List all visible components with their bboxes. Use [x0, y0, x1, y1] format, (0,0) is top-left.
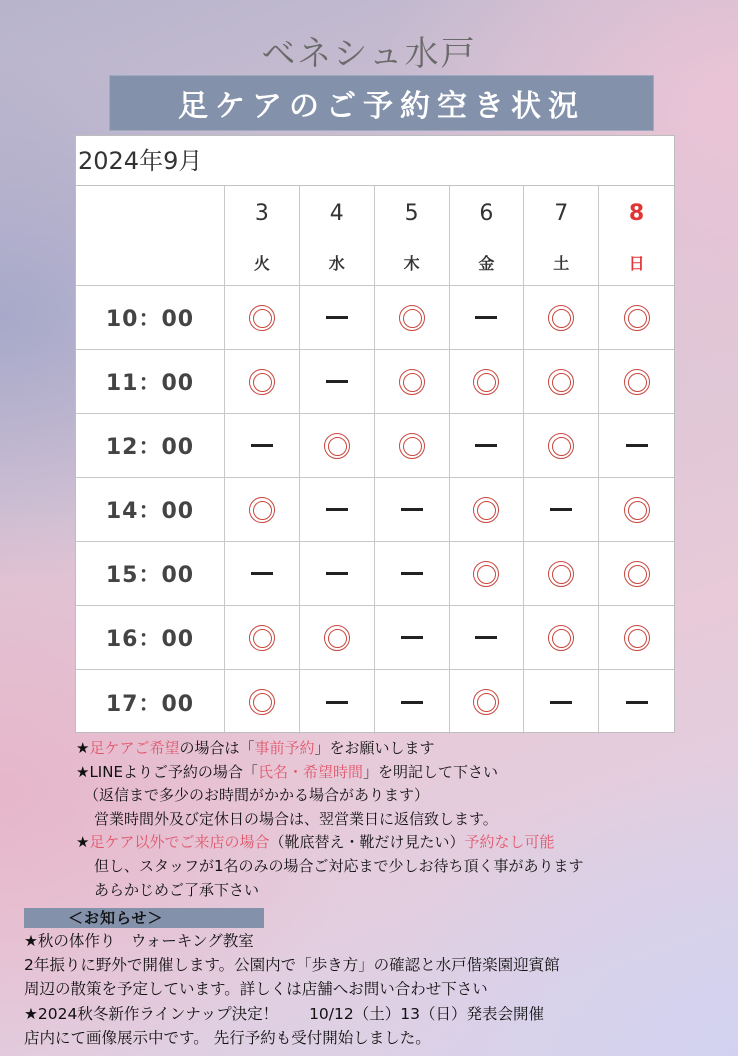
available-mark [324, 625, 350, 651]
time-slot-cell [76, 414, 225, 478]
available-mark [548, 305, 574, 331]
unavailable-mark [475, 444, 497, 447]
time-label: 10：00 [105, 307, 195, 332]
time-label: 11：00 [105, 371, 195, 396]
unavailable-mark [326, 508, 348, 511]
available-mark [249, 497, 275, 523]
unavailable-mark [401, 508, 423, 511]
availability-cell [225, 670, 300, 734]
availability-cell [225, 542, 300, 606]
time-label: 12：00 [105, 435, 195, 460]
availability-cell [524, 350, 599, 414]
availability-cell [450, 350, 525, 414]
availability-cell [524, 606, 599, 670]
store-name: ベネシュ水戸 [261, 34, 477, 74]
available-mark [548, 561, 574, 587]
weekday-cell [300, 240, 375, 286]
day-number: 6 [479, 200, 494, 226]
available-mark [249, 305, 275, 331]
note-highlight: 氏名・希望時間 [257, 762, 363, 781]
day-number-cell [524, 186, 599, 240]
available-mark [473, 369, 499, 395]
available-mark [624, 497, 650, 523]
available-mark [249, 689, 275, 715]
unavailable-mark [326, 701, 348, 704]
note-line [76, 761, 726, 785]
available-mark [249, 369, 275, 395]
day-number-cell [300, 186, 375, 240]
note-highlight: 足ケアご希望 [89, 739, 180, 757]
news-section [24, 929, 724, 1050]
weekday-label: 火 [253, 254, 270, 273]
available-mark [399, 369, 425, 395]
availability-cell [599, 606, 674, 670]
available-mark [324, 433, 350, 459]
unavailable-mark [475, 316, 497, 319]
news-heading: ＜お知らせ＞ [24, 908, 264, 928]
unavailable-mark [251, 444, 273, 447]
time-slot-cell [76, 542, 225, 606]
weekday-cell [524, 240, 599, 286]
available-mark [624, 561, 650, 587]
time-slot-cell [76, 670, 225, 734]
note-line: （返信まで多少のお時間がかかる場合があります） [84, 786, 430, 805]
availability-cell [300, 606, 375, 670]
day-number-cell [375, 186, 450, 240]
month-label: 2024年9月 [76, 136, 674, 186]
availability-cell [524, 670, 599, 734]
day-number: 4 [329, 200, 344, 226]
unavailable-mark [326, 380, 348, 383]
availability-cell [599, 542, 674, 606]
time-slot-cell [76, 606, 225, 670]
notes [76, 737, 726, 902]
star-mark: ★ [76, 739, 90, 757]
unavailable-mark [626, 701, 648, 704]
page-title-banner: 足ケアのご予約空き状況 [109, 75, 654, 131]
news-line: ★秋の体作り ウォーキング教室 [24, 932, 254, 950]
note-text: （靴底替え・靴だけ見たい） [269, 833, 465, 852]
note-line [76, 737, 726, 761]
note-line [76, 831, 726, 855]
availability-cell [599, 670, 674, 734]
time-slot-cell [76, 478, 225, 542]
star-mark: ★ [76, 833, 90, 852]
availability-cell [450, 606, 525, 670]
time-slot-cell [76, 286, 225, 350]
available-mark [624, 369, 650, 395]
unavailable-mark [550, 701, 572, 704]
availability-cell [450, 478, 525, 542]
unavailable-mark [326, 572, 348, 575]
availability-cell [225, 286, 300, 350]
unavailable-mark [626, 444, 648, 447]
availability-cell [225, 414, 300, 478]
available-mark [624, 625, 650, 651]
availability-cell [300, 414, 375, 478]
grid-corner [76, 186, 225, 286]
availability-cell [375, 350, 450, 414]
availability-cell [300, 286, 375, 350]
note-highlight: 足ケア以外でご来店の場合 [89, 833, 270, 852]
availability-cell [300, 670, 375, 734]
available-mark [548, 625, 574, 651]
availability-cell [524, 478, 599, 542]
note-text: 」をお願いします [314, 739, 435, 757]
time-label: 15：00 [105, 563, 195, 588]
availability-cell [599, 350, 674, 414]
availability-cell [300, 350, 375, 414]
available-mark [473, 561, 499, 587]
weekday-label: 木 [403, 254, 420, 273]
availability-cell [599, 478, 674, 542]
available-mark [249, 625, 275, 651]
day-number: 8 [628, 200, 645, 226]
availability-cell [524, 286, 599, 350]
availability-cell [450, 542, 525, 606]
availability-grid [76, 186, 674, 732]
day-number-cell [225, 186, 300, 240]
availability-cell [450, 286, 525, 350]
weekday-cell [599, 240, 674, 286]
note-text: 」を明記して下さい [362, 762, 498, 781]
weekday-cell [225, 240, 300, 286]
availability-cell [599, 414, 674, 478]
availability-cell [450, 670, 525, 734]
available-mark [548, 369, 574, 395]
unavailable-mark [251, 572, 273, 575]
available-mark [548, 433, 574, 459]
availability-cell [375, 542, 450, 606]
availability-cell [524, 542, 599, 606]
day-number: 7 [554, 200, 569, 226]
available-mark [399, 305, 425, 331]
weekday-label: 日 [628, 254, 645, 273]
note-line: 営業時間外及び定休日の場合は、翌営業日に返信致します。 [94, 809, 498, 828]
availability-cell [450, 414, 525, 478]
note-text: の場合は「 [179, 739, 255, 757]
weekday-cell [450, 240, 525, 286]
news-line: 周辺の散策を予定しています。詳しくは店舗へお問い合わせ下さい [24, 980, 488, 999]
time-label: 16：00 [105, 627, 195, 652]
availability-cell [524, 414, 599, 478]
unavailable-mark [401, 636, 423, 639]
unavailable-mark [326, 316, 348, 319]
availability-cell [225, 606, 300, 670]
availability-cell [375, 414, 450, 478]
time-label: 14：00 [105, 499, 195, 524]
available-mark [473, 689, 499, 715]
unavailable-mark [550, 508, 572, 511]
note-text: ★LINEよりご予約の場合「 [76, 762, 258, 781]
time-label: 17：00 [105, 691, 195, 717]
weekday-cell [375, 240, 450, 286]
weekday-label: 土 [553, 254, 570, 273]
unavailable-mark [401, 701, 423, 704]
day-number-cell [450, 186, 525, 240]
weekday-label: 金 [478, 254, 495, 273]
availability-cell [300, 542, 375, 606]
availability-cell [599, 286, 674, 350]
day-number-cell [599, 186, 674, 240]
note-line: 但し、スタッフが1名のみの場合ご対応まで少しお待ち頂く事があります [94, 856, 584, 875]
note-highlight: 予約なし可能 [464, 833, 555, 852]
availability-cell [375, 286, 450, 350]
availability-cell [375, 478, 450, 542]
availability-cell [375, 670, 450, 734]
availability-cell [375, 606, 450, 670]
time-slot-cell [76, 350, 225, 414]
availability-cell [300, 478, 375, 542]
reservation-sheet [75, 135, 675, 733]
note-line: あらかじめご了承下さい [94, 880, 260, 899]
availability-cell [225, 350, 300, 414]
available-mark [399, 433, 425, 459]
unavailable-mark [475, 636, 497, 639]
weekday-label: 水 [328, 254, 345, 273]
news-line: 2年振りに野外で開催します。公園内で「歩き方」の確認と水戸偕楽園迎賓館 [24, 956, 560, 975]
unavailable-mark [401, 572, 423, 575]
day-number: 3 [254, 200, 269, 226]
news-line: ★2024秋冬新作ラインナップ決定！ 10/12（土）13（日）発表会開催 [24, 1004, 544, 1023]
available-mark [473, 497, 499, 523]
availability-cell [225, 478, 300, 542]
news-line: 店内にて画像展示中です。 先行予約も受付開始しました。 [24, 1028, 431, 1047]
available-mark [624, 305, 650, 331]
day-number: 5 [404, 200, 419, 226]
note-highlight: 事前予約 [254, 739, 315, 757]
